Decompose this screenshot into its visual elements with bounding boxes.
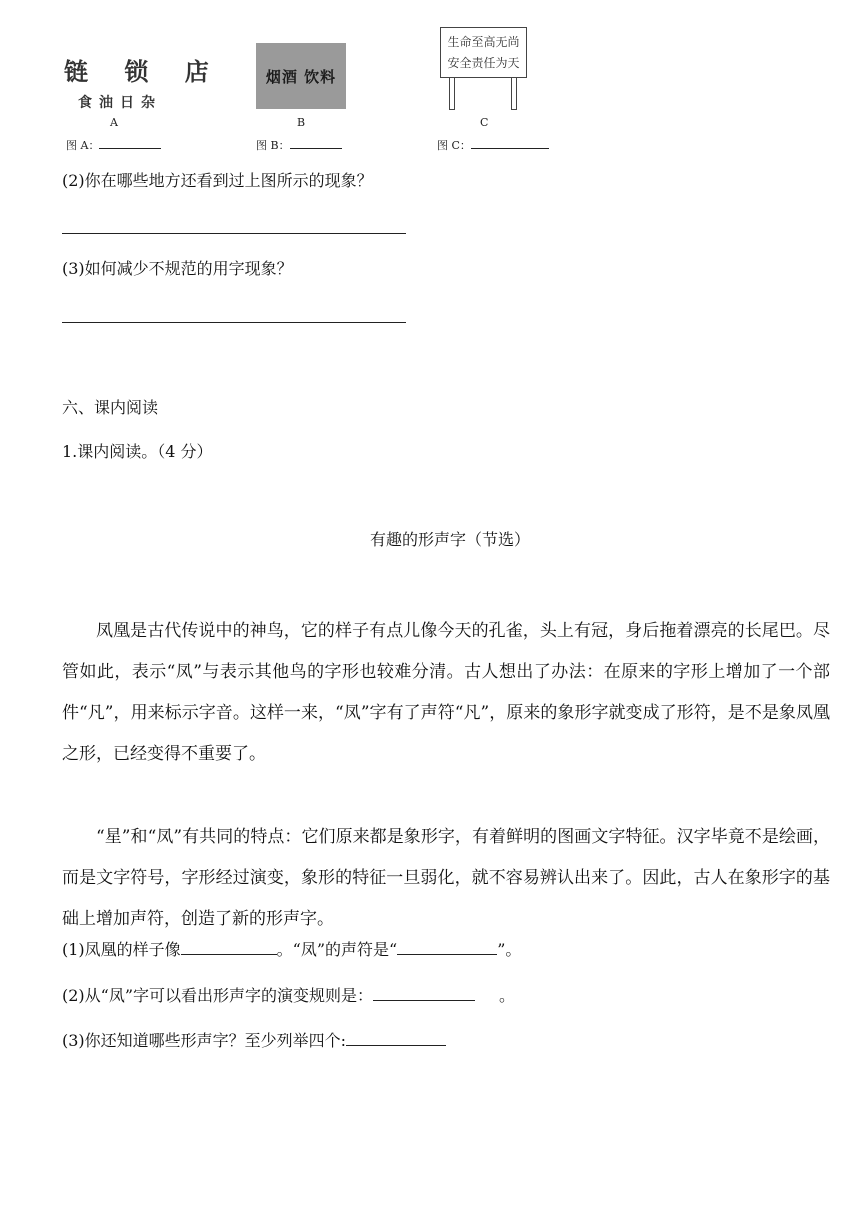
reading-question-2-blank[interactable] (373, 986, 475, 1001)
question-2-answer-line[interactable] (62, 233, 406, 234)
reading-question-2-part1: (2)从“凤”字可以看出形声字的演变规则是： (62, 986, 374, 1005)
question-3: (3)如何减少不规范的用字现象？ (62, 259, 293, 278)
figure-a-caption-label: 图 A： (66, 139, 100, 152)
figure-c-right-post (511, 78, 517, 110)
reading-question-2 (62, 983, 515, 1006)
reading-question-1-part3: ”。 (497, 940, 522, 959)
reading-item-title: 1.课内阅读。（4 分） (62, 442, 213, 461)
figure-a-caption (66, 137, 161, 153)
reading-question-1 (62, 937, 521, 960)
reading-question-2-part2: 。 (499, 986, 516, 1005)
figure-c-left-post (449, 78, 455, 110)
reading-question-3-blank[interactable] (346, 1031, 446, 1046)
figure-c-letter: C (480, 116, 489, 129)
figure-c-caption-label: 图 C： (437, 139, 471, 152)
figure-a-sign-subtitle: 食油日杂 (78, 95, 162, 111)
reading-question-1-blank-b[interactable] (397, 940, 497, 955)
figure-c-sign-line2: 安全责任为天 (447, 56, 520, 70)
figure-a-letter: A (110, 116, 118, 129)
figure-c-caption (437, 137, 549, 153)
passage-paragraph-1: 凤凰是古代传说中的神鸟，它的样子有点儿像今天的孔雀，头上有冠，身后拖着漂亮的长尾巴。尽管如此，表示“凤”与表示其他鸟的字形也较难分清。古人想出了办法：在原来的字形上增加了一个部件“凡”，用来标示字音。这样一来，“凤”字有了声符“凡”，原来的象形字就变成了形符，是不是象凤凰之形，已经变得不重要了。 (62, 621, 830, 764)
reading-question-3 (62, 1028, 446, 1051)
question-3-answer-line[interactable] (62, 322, 406, 323)
figure-a-sign-title: 链 锁 店 (64, 58, 223, 86)
figure-b-answer-blank[interactable] (290, 138, 342, 149)
passage-title: 有趣的形声字（节选） (370, 530, 531, 549)
figure-c-sign-line1: 生命至高无尚 (447, 35, 520, 49)
section-heading: 六、课内阅读 (62, 398, 159, 417)
figure-b-caption-label: 图 B： (256, 139, 290, 152)
figure-a-answer-blank[interactable] (99, 138, 161, 149)
reading-question-3-part1: (3)你还知道哪些形声字？至少列举四个: (62, 1031, 347, 1050)
figure-b-sign-text: 烟酒 饮料 (265, 68, 337, 86)
reading-question-1-blank-a[interactable] (181, 940, 277, 955)
question-2: (2)你在哪些地方还看到过上图所示的现象？ (62, 171, 373, 190)
figure-c-answer-blank[interactable] (471, 138, 549, 149)
reading-question-1-part2: 。“凤”的声符是“ (276, 940, 398, 959)
figure-b-letter: B (297, 116, 306, 129)
reading-question-1-part1: (1)凤凰的样子像 (62, 940, 181, 959)
figure-b-caption (256, 137, 342, 153)
passage-paragraph-2: “星”和“凤”有共同的特点：它们原来都是象形字，有着鲜明的图画文字特征。汉字毕竟不是绘画，而是文字符号，字形经过演变，象形的特征一旦弱化，就不容易辨认出来了。因此，古人在象形字的基础上增加声符，创造了新的形声字。 (62, 827, 830, 929)
